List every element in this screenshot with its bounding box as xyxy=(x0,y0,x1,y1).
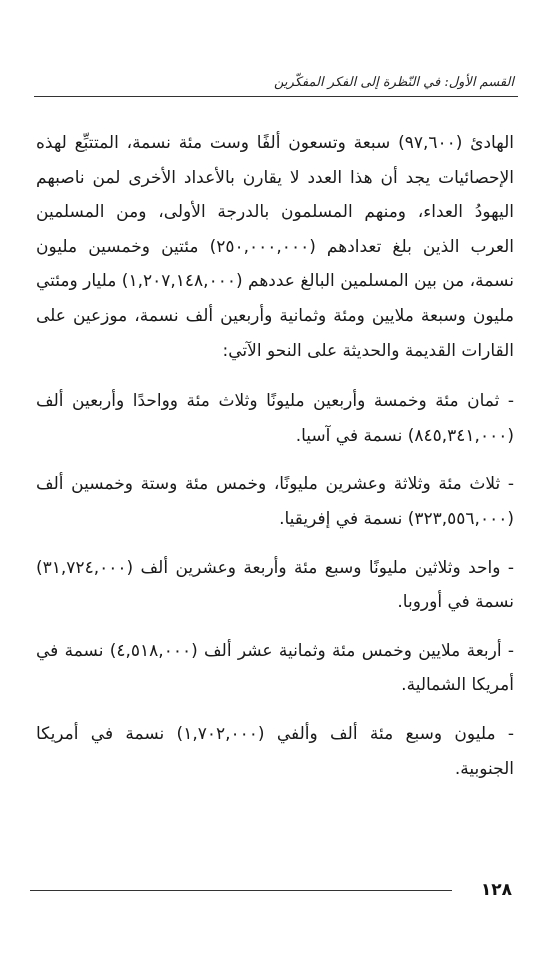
list-item: - أربعة ملايين وخمس مئة وثمانية عشر ألف (٤,٥١٨,٠٠٠) نسمة في أمريكا الشمالية. xyxy=(36,640,514,696)
list-item: - مليون وسبع مئة ألف وألفي (١,٧٠٢,٠٠٠) نسمة في أمريكا الجنوبية. xyxy=(36,723,514,779)
intro-paragraph: الهادئ (٩٧,٦٠٠) سبعة وتسعون ألفًا وست مئة نسمة، المتتبِّع لهذه الإحصائيات يجد أن هذا العدد لا يقارن بالأعداد الأخرى لمن ناصبهم اليهودُ العداء، ومنهم المسلمون بالدرجة الأولى، ومن المسلمين العرب الذين بلغ تعدادهم (٢٥٠,٠٠٠,٠٠٠) مئتين وخمسين مليون نسمة، من بين المسلمين البالغ عددهم (١,٢٠٧,١٤٨,٠٠٠) مليار ومئتي مليون وسبعة ملايين ومئة وثمانية وأربعين ألف نسمة، موزعين على القارات القديمة والحديثة على النحو الآتي: xyxy=(36,133,515,361)
running-header: القسم الأول: في النّظرة إلى الفكر المفكّرين xyxy=(274,75,514,90)
footer-divider xyxy=(30,890,452,891)
header-divider xyxy=(34,96,518,97)
body-text xyxy=(36,126,514,800)
list-item: - ثمان مئة وخمسة وأربعين مليونًا وثلاث مئة وواحدًا وأربعين ألف (٨٤٥,٣٤١,٠٠٠) نسمة في آسيا. xyxy=(36,391,514,446)
list-item: - ثلاث مئة وثلاثة وعشرين مليونًا، وخمس مئة وستة وخمسين ألف (٣٢٣,٥٥٦,٠٠٠) نسمة في إفريقيا. xyxy=(36,474,514,529)
page-number: ١٢٨ xyxy=(480,880,512,900)
list-item: - واحد وثلاثين مليونًا وسبع مئة وأربعة وعشرين ألف (٣١,٧٢٤,٠٠٠) نسمة في أوروبا. xyxy=(36,557,514,613)
